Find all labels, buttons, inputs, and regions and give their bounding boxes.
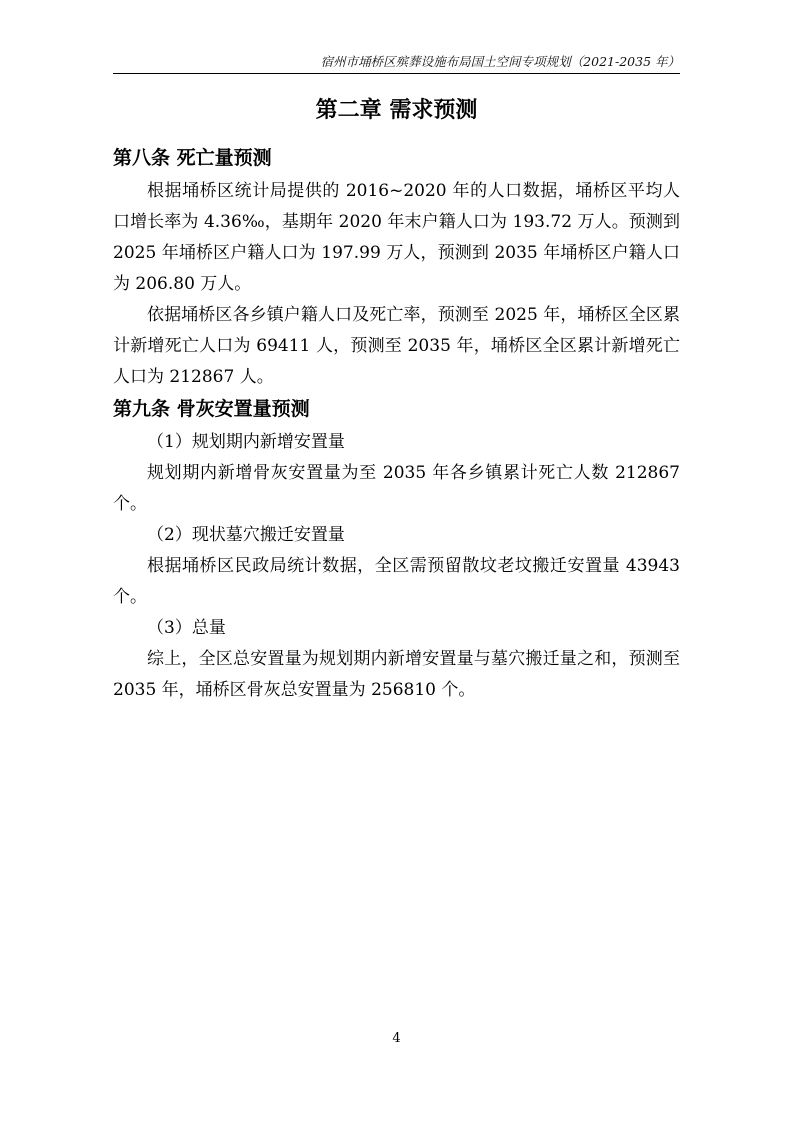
article-9-sub3-heading: （3）总量 (147, 618, 226, 638)
article-8-paragraph-1: 根据埇桥区统计局提供的 2016~2020 年的人口数据，埇桥区平均人口增长率为 4.36‰，基期年 2020 年末户籍人口为 193.72 万人。预测到 2025 年埇桥区户籍人口为 197.99 万人，预测到 2035 年埇桥区户籍人口为 206.80 万人。 (113, 181, 680, 294)
article-8-title: 第八条 死亡量预测 (113, 147, 272, 169)
article-8-paragraph-2: 依据埇桥区各乡镇户籍人口及死亡率，预测至 2025 年，埇桥区全区累计新增死亡人口为 69411 人，预测至 2035 年，埇桥区全区累计新增死亡人口为 212867 人。 (113, 305, 680, 387)
page-number: 4 (392, 1031, 401, 1046)
article-9-title: 第九条 骨灰安置量预测 (113, 398, 310, 420)
article-9-sub3-text: 综上，全区总安置量为规划期内新增安置量与墓穴搬迁量之和，预测至 2035 年，埇桥区骨灰总安置量为 256810 个。 (113, 649, 680, 700)
article-9-sub1-text: 规划期内新增骨灰安置量为至 2035 年各乡镇累计死亡人数 212867 个。 (113, 463, 680, 514)
running-header: 宿州市埇桥区殡葬设施布局国土空间专项规划（2021-2035 年） (320, 54, 680, 69)
article-9-sub2-text: 根据埇桥区民政局统计数据，全区需预留散坟老坟搬迁安置量 43943 个。 (113, 556, 680, 607)
article-9-sub2-heading: （2）现状墓穴搬迁安置量 (147, 525, 345, 545)
chapter-title: 第二章 需求预测 (315, 98, 478, 123)
article-9-sub1-heading: （1）规划期内新增安置量 (147, 432, 345, 452)
header-divider (113, 73, 680, 74)
